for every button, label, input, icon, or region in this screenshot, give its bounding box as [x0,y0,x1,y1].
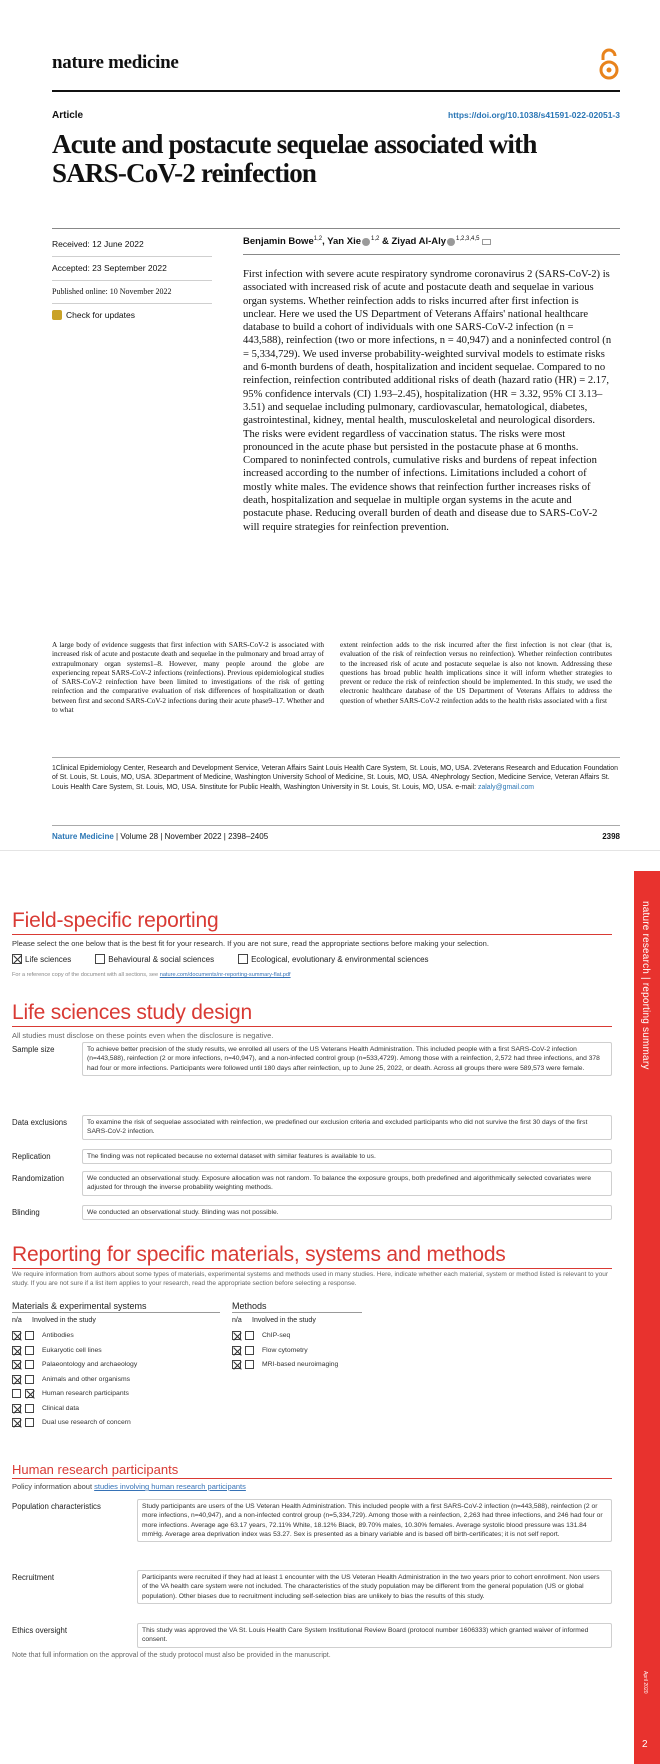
materials-table-header [12,1317,96,1324]
field-options [12,954,429,964]
option-behavioural[interactable] [95,954,214,964]
hrp-label: Ethics oversight [12,1626,68,1635]
accepted-date: Accepted: 23 September 2022 [52,260,212,281]
hrp-row-ethics [12,1623,612,1648]
na-checkbox-icon[interactable] [12,1389,21,1398]
body-column-left: A large body of evidence suggests that first infection with SARS-CoV-2 is associated with increased risk of acute and postacute death and sequelae in the pulmonary and broad array of extrapulmonary organ systems1–8. However, many people around the globe are experiencing repeat SARS-CoV-2 infections (reinfections). Previous epidemiological studies of SARS-CoV-2 reinfection have been limited to investigations of the risk of getting reinfection and the comparative evaluation of risk differences of hospitalization or death between first and second SARS-CoV-2 infections during their acute phase9–17. Whether and to what [52,640,324,715]
email-label: e-mail: [455,783,478,791]
footer-journal: Nature Medicine [52,832,114,841]
hrp-heading: Human research participants [12,1462,179,1477]
involved-checkbox-icon[interactable] [25,1389,34,1398]
received-date: Received: 12 June 2022 [52,236,212,257]
ls-answer[interactable]: We conducted an observational study. Blinding was not possible. [82,1205,612,1220]
na-checkbox-icon[interactable] [12,1346,21,1355]
hrp-answer[interactable]: Participants were recruited if they had at least 1 encounter with the US Veteran Health Administration in the two years prior to cohort enrollment. Non users of the VA health care system were not included. The characteristics of the study population may be different from the general population (US or global population). Other biases due to recruitment including self-selection bias are unlikely to bias the results of this study. [137,1570,612,1604]
ls-row-sample-size [12,1042,612,1076]
ls-row-blinding [12,1205,612,1220]
checklist-row [12,1418,131,1427]
ls-instruction: All studies must disclose on these points even when the disclosure is negative. [12,1031,274,1040]
checklist-row [12,1331,74,1340]
hrp-policy-link[interactable]: studies involving human research participants [94,1482,246,1491]
rs-heading: Reporting for specific materials, systems and methods [12,1243,506,1266]
divider [12,1268,612,1269]
checklist-row [12,1360,137,1369]
rs-instruction: We require information from authors about some types of materials, experimental systems and methods used in many studies. Here, indicate whether each material, system or method listed is relevant to your study. If you are not sure if a list item applies to your research, read the appropriate section before selecting a response. [12,1271,608,1287]
checklist-row [12,1346,102,1355]
checklist-label: ChIP-seq [262,1332,291,1339]
divider [52,228,620,229]
article-first-page [0,0,660,850]
hrp-answer[interactable]: Study participants are users of the US Veteran Health Administration. This included people with a first SARS-CoV-2 infection (n=443,588), reinfection (2 or more infections, n=40,947), and a non-infected control group (n=5,334,729). Among those with a reinfection, 2,263 had three infections, and 246 had four or more infections. Average age 63.17 years, 72.11% White, 18.12% Black, 89.70% males, 10.30% females. Average systolic blood pressure was 131.84 mmHg. Average area deprivation index was 53.27. Sex is presented as a binary variable and is based off birth-certificates; it is not self report. [137,1499,612,1542]
ls-label: Data exclusions [12,1118,68,1127]
ls-answer[interactable]: To achieve better precision of the study results, we enrolled all users of the US Veterans Health Administration. This included people with a first SARS-CoV-2 infection (n=443,588), reinfection (2 or more infections, n=40,947), and a non-infected control group (n=533,4729). Among those with a reinfection, 2,572 had three infections, and 378 had four or more infections. Participants were followed until 180 days after reinfection, up to June 25, 2022, or death. Across all groups there were 589,573 were female. [82,1042,612,1076]
side-banner [634,871,660,1764]
check-updates-label: Check for updates [66,310,135,320]
footer-volume: | Volume 28 | November 2022 | 2398–2405 [113,832,269,841]
body-text [52,640,612,714]
check-updates-button[interactable] [52,307,212,327]
final-note: Note that full information on the approval of the study protocol must also be provided in the manuscript. [12,1652,331,1659]
checklist-row [12,1404,79,1413]
option-ecological[interactable] [238,954,428,964]
orcid-icon[interactable] [447,238,455,246]
field-instruction: Please select the one below that is the best fit for your research. If you are not sure, read the appropriate sections before making your selection. [12,939,489,948]
orcid-icon[interactable] [362,238,370,246]
involved-checkbox-icon[interactable] [25,1375,34,1384]
involved-checkbox-icon[interactable] [245,1360,254,1369]
field-heading: Field-specific reporting [12,909,219,932]
journal-name: nature medicine [52,52,179,73]
side-page-number: 2 [642,1739,648,1750]
checklist-row [232,1360,338,1369]
checklist-label: Clinical data [42,1404,80,1412]
ls-label: Blinding [12,1208,40,1217]
article-title: Acute and postacute sequelae associated with SARS-CoV-2 reinfection [52,129,537,188]
option-label: Life sciences [25,954,72,964]
checklist-label: Palaeontology and archaeology [42,1361,138,1368]
hrp-policy [12,1482,246,1491]
divider [12,1026,612,1027]
methods-table-header [232,1317,316,1324]
checklist-row [12,1389,129,1398]
author-affil: 1,2,3,4,5 [456,236,480,242]
dates-panel [52,236,212,330]
checkbox-icon[interactable] [12,954,22,964]
hrp-row-population [12,1499,612,1542]
page-number: 2398 [602,832,620,841]
hrp-policy-text: Policy information about [12,1482,95,1491]
hrp-label: Recruitment [12,1573,55,1582]
side-date: April 2020 [642,1671,648,1694]
mail-icon[interactable] [482,239,491,245]
affiliations [52,764,620,792]
ls-label: Replication [12,1152,51,1161]
checklist-row [232,1331,290,1340]
article-type: Article [52,110,84,121]
body-column-right: extent reinfection adds to the risk incurred after the first infection is not clear (that is, evaluation of the risk of reinfection versus no reinfection). Whether reinfection contributes to the increased risk of acute and postacute sequelae is also not known. Addressing these questions has broad public health implications since it will inform whether strategies to prevent or reduce the risk of reinfection should be implemented. In this study, we used the electronic healthcare database of the US Department of Veterans Affairs to address the question of whether SARS-CoV-2 reinfection adds to the health risks associated with a first [340,640,612,705]
ls-answer[interactable]: To examine the risk of sequelae associated with reinfection, we predefined our exclusion criteria and excluded participants who did not survive the first 30 days of the first SARS-CoV-2 infection. [82,1115,612,1140]
involved-header: Involved in the study [32,1317,96,1324]
author-list [243,236,613,247]
checkbox-icon[interactable] [238,954,248,964]
divider [52,757,620,758]
field-note-text: For a reference copy of the document with all sections, see [12,972,160,978]
checklist-label: Human research participants [42,1390,129,1397]
checklist-label: Dual use research of concern [42,1419,131,1426]
check-updates-icon [52,310,62,320]
author-separator: , [322,236,328,248]
affiliation-text: 1Clinical Epidemiology Center, Research and Development Service, Veteran Affairs Saint Louis Health Care System, St. Louis, MO, USA. 2Veterans Research and Education Foundation of St. Louis, St. Louis, MO, USA. 3Department of Medicine, Washington University School of Medicine, St. Louis, MO, USA. 4Nephrology Section, Medicine Service, Veteran Affairs St. Louis Health Care System, St. Louis, MO, USA. 5Institute for Public Health, Washington University in St. Louis, St. Louis, MO, USA. [52,765,618,791]
na-checkbox-icon[interactable] [12,1360,21,1369]
field-note [12,972,291,978]
checklist-label: Animals and other organisms [42,1375,131,1383]
involved-checkbox-icon[interactable] [25,1360,34,1369]
hrp-row-recruitment [12,1570,612,1604]
materials-heading: Materials & experimental systems [12,1301,220,1313]
author-separator: & [379,236,392,248]
involved-header: Involved in the study [252,1317,316,1324]
abstract: First infection with severe acute respiratory syndrome coronavirus 2 (SARS-CoV-2) is associated with increased risk of acute and postacute death and sequelae in various organ systems. Whether reinfection adds to risks incurred after first infection is unclear. Here we used the US Department of Veterans Affairs' national healthcare database to build a cohort of individuals with one SARS-CoV-2 infection (n = 443,588), reinfection (two or more infections, n = 40,947) and a noninfected control (n = 5,334,729). We used inverse probability-weighted survival models to estimate risks and 6-month burdens of death, hospitalization and incident sequelae. Compared to no reinfection, reinfection contributed additional risks of death (hazard ratio (HR) = 2.17, 95% confidence intervals (CI) 1.93–2.45), hospitalization (HR = 3.32, 95% CI 3.13–3.51) and sequelae including pulmonary, cardiovascular, hematological, diabetes, gastrointestinal, kidney, mental health, musculoskeletal and neurological disorders. The risks were evident regardless of vaccination status. The risks were most pronounced in the acute phase but persisted in the postacute phase at 6 months. Compared to noninfected controls, cumulative risks and burdens of repeat infection increased according to the number of infections. Limitations included a cohort of mostly white males. The evidence shows that reinfection further increases risks of death, hospitalization and sequelae in multiple organ systems in the acute and postacute phase. Reducing overall burden of death and disease due to SARS-CoV-2 will require strategies for reinfection prevention. [243,269,612,533]
ls-answer[interactable]: The finding was not replicated because no external dataset with similar features is available to us. [82,1149,612,1164]
author-affil: 1,2 [313,236,323,242]
divider [12,934,612,935]
ls-answer[interactable]: We conducted an observational study. Exposure allocation was not random. To balance the exposure groups, both predefined and algorithmically selected covariates were adjusted for through the inverse probability weighting methods. [82,1171,612,1196]
doi-link[interactable]: https://doi.org/10.1038/s41591-022-02051-3 [448,110,620,120]
ls-row-randomization [12,1171,612,1196]
option-life-sciences[interactable] [12,954,71,964]
open-access-icon [598,48,620,82]
checklist-label: MRI-based neuroimaging [262,1361,339,1368]
author-name[interactable]: Yan Xie [327,236,362,248]
na-checkbox-icon[interactable] [232,1331,241,1340]
checkbox-icon[interactable] [95,954,105,964]
checklist-label: Antibodies [42,1332,74,1339]
ls-label: Sample size [12,1045,55,1054]
involved-checkbox-icon[interactable] [25,1418,34,1427]
checklist-row [232,1346,308,1355]
divider [243,254,620,255]
ls-heading: Life sciences study design [12,1001,252,1024]
involved-checkbox-icon[interactable] [25,1404,34,1413]
involved-checkbox-icon[interactable] [245,1331,254,1340]
ls-row-data-exclusions [12,1115,612,1140]
checklist-row [12,1375,130,1384]
involved-checkbox-icon[interactable] [245,1346,254,1355]
author-name[interactable]: Ziyad Al-Aly [391,236,447,248]
email-link[interactable]: zalaly@gmail.com [478,783,535,791]
author-affil: 1,2 [371,236,380,242]
involved-checkbox-icon[interactable] [25,1331,34,1340]
na-checkbox-icon[interactable] [232,1360,241,1369]
na-checkbox-icon[interactable] [12,1331,21,1340]
journal-header [52,48,620,92]
page-footer [52,825,620,841]
na-checkbox-icon[interactable] [12,1375,21,1384]
divider [12,1478,612,1479]
ls-label: Randomization [12,1174,65,1183]
na-header: n/a [232,1317,242,1324]
involved-checkbox-icon[interactable] [25,1346,34,1355]
na-checkbox-icon[interactable] [12,1404,21,1413]
option-label: Ecological, evolutionary & environmental sciences [251,954,429,964]
article-type-row [52,110,620,121]
checklist-label: Flow cytometry [262,1346,308,1354]
hrp-answer[interactable]: This study was approved the VA St. Louis Health Care System Institutional Review Board (protocol number 1606333) which granted waiver of informed consent. [137,1623,612,1648]
side-title: nature research | reporting summary [640,901,651,1070]
na-header: n/a [12,1317,22,1324]
methods-heading: Methods [232,1301,362,1313]
ls-row-replication [12,1149,612,1164]
author-name[interactable]: Benjamin Bowe [243,236,314,248]
hrp-label: Population characteristics [12,1502,101,1511]
option-label: Behavioural & social sciences [108,954,215,964]
field-note-link[interactable]: nature.com/documents/nr-reporting-summary-flat.pdf [159,972,291,978]
na-checkbox-icon[interactable] [12,1418,21,1427]
published-date: Published online: 10 November 2022 [52,284,212,304]
na-checkbox-icon[interactable] [232,1346,241,1355]
checklist-label: Eukaryotic cell lines [42,1346,102,1354]
